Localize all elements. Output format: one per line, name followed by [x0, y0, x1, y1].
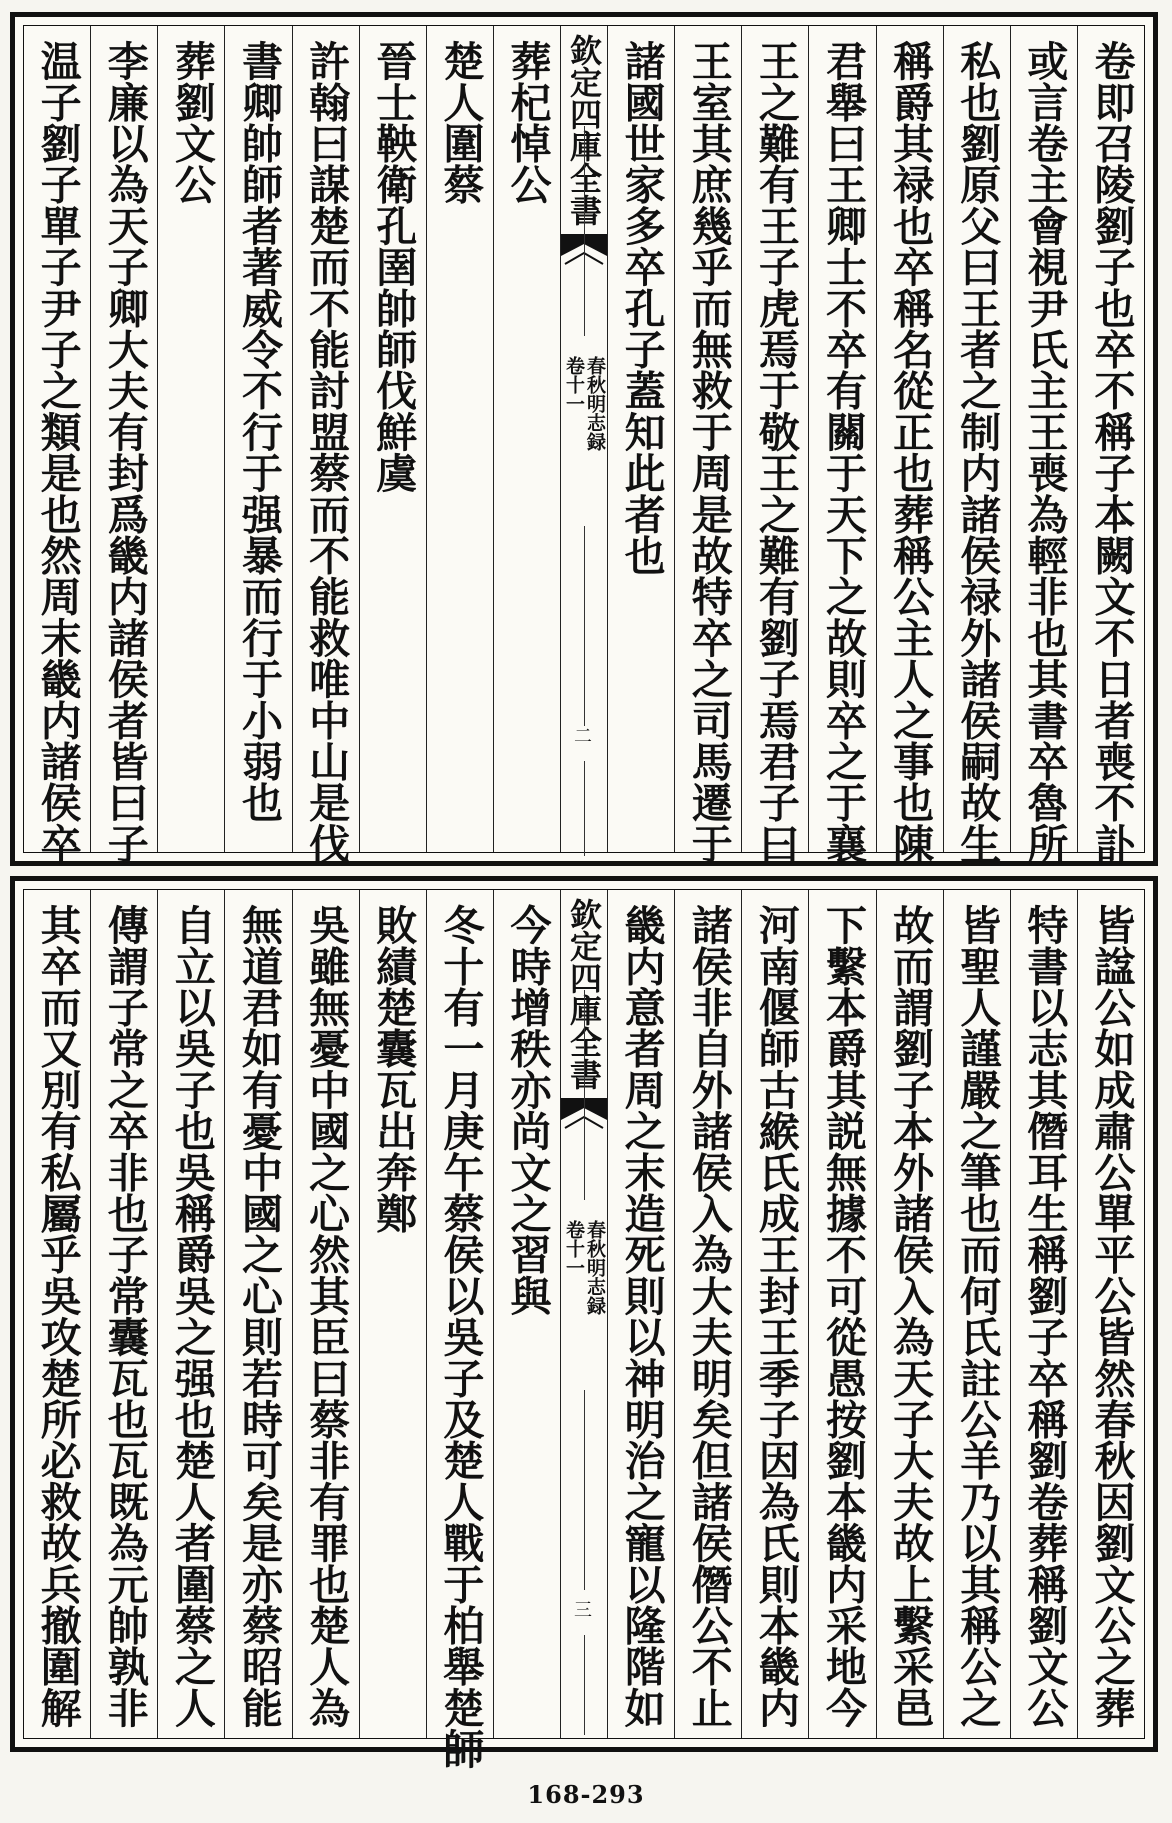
upper-page [10, 12, 1158, 866]
page-number: 三 [571, 1600, 592, 1618]
column-text: 河南偃師古緱氏成王封王季子因為氏則本畿内 [751, 904, 800, 1728]
center-rule [584, 990, 585, 1200]
lower-page [10, 876, 1158, 1770]
column-text: 敗績楚囊瓦出奔鄭 [369, 904, 418, 1234]
text-column [493, 26, 560, 852]
column-text: 畿内意者周之末造死則以神明治之寵以隆階如 [617, 904, 666, 1728]
book-title: 欽定四庫全書 [565, 898, 603, 1090]
column-text: 稱爵其禄也卒稱名從正也葬稱公主人之事也陳 [886, 40, 935, 864]
volume-label [561, 1220, 607, 1315]
text-column [1010, 890, 1077, 1738]
text-column [943, 890, 1010, 1738]
column-text: 王室其庶幾乎而無救于周是故特卒之司馬遷于 [684, 40, 733, 864]
column-text: 葬杞悼公 [503, 40, 552, 205]
text-column [157, 26, 224, 852]
page-number: 二 [571, 726, 592, 744]
text-column [674, 890, 741, 1738]
column-text: 葬劉文公 [167, 40, 216, 205]
column-text: 晉士鞅衛孔圉帥師伐鮮虞 [369, 40, 418, 494]
center-rule [584, 1390, 585, 1590]
text-column [224, 26, 291, 852]
column-text: 傳謂子常之卒非也子常囊瓦也瓦既為元帥孰非 [100, 904, 149, 1728]
column-text: 特書以志其僭耳生稱劉子卒稱劉卷葬稱劉文公 [1020, 904, 1069, 1728]
volume-label [561, 356, 607, 451]
column-text: 無道君如有憂中國之心則若時可矣是亦蔡昭能 [234, 904, 283, 1728]
book-title: 欽定四庫全書 [565, 34, 603, 226]
text-column [741, 890, 808, 1738]
column-text: 卷即召陵劉子也卒不稱子本闕文不日者喪不訃 [1087, 40, 1136, 864]
column-text: 君舉曰王卿士不卒有關于天下之故則卒之于襄 [818, 40, 867, 864]
column-text: 私也劉原父曰王者之制内諸侯禄外諸侯嗣故生 [953, 40, 1002, 864]
text-column [943, 26, 1010, 864]
text-column [359, 26, 426, 852]
text-column [808, 890, 875, 1738]
column-text: 其卒而又別有私屬乎吳攻楚所必救故兵撤圍解 [33, 904, 82, 1728]
text-column [292, 890, 359, 1738]
column-text: 或言卷主會視尹氏主王喪為輕非也其書卒魯所 [1020, 40, 1069, 864]
text-column [493, 890, 560, 1738]
center-fold [560, 26, 607, 852]
page-footer-number: 168-293 [527, 1780, 645, 1809]
text-column [808, 26, 875, 864]
column-text: 許翰曰謀楚而不能討盟蔡而不能救唯中山是伐 [302, 40, 351, 864]
column-text: 諸侯非自外諸侯入為大夫明矣但諸侯僭公不止 [684, 904, 733, 1728]
text-column [90, 26, 157, 864]
text-column [1010, 26, 1077, 864]
column-text: 故而謂劉子本外諸侯入為天子大夫故上繫采邑 [886, 904, 935, 1728]
column-text: 皆聖人謹嚴之筆也而何氏註公羊乃以其稱公之 [953, 904, 1002, 1728]
column-text: 王之難有王子虎焉于敬王之難有劉子焉君子曰 [751, 40, 800, 864]
column-text: 冬十有一月庚午蔡侯以吳子及楚人戰于柏舉楚師 [436, 904, 485, 1770]
column-text: 温子劉子單子尹子之類是也然周末畿内諸侯卒 [33, 40, 82, 864]
text-column [876, 890, 943, 1738]
center-rule [584, 526, 585, 726]
volume-number: 卷十一 [563, 356, 585, 413]
text-column [24, 26, 90, 864]
center-rule [584, 761, 585, 856]
text-column [426, 890, 493, 1770]
column-text: 自立以吳子也吳稱爵吳之强也楚人者圍蔡之人 [167, 904, 216, 1728]
center-rule [584, 126, 585, 336]
column-text: 皆諡公如成肅公單平公皆然春秋因劉文公之葬 [1087, 904, 1136, 1728]
column-text: 今時增秩亦尚文之習與 [503, 904, 552, 1316]
column-text: 諸國世家多卒孔子蓋知此者也 [617, 40, 666, 576]
lower-columns [24, 890, 1144, 1770]
column-text: 下繫本爵其説無據不可從愚按劉本畿内采地今 [818, 904, 867, 1728]
text-column [292, 26, 359, 864]
text-column [24, 890, 90, 1738]
text-column [90, 890, 157, 1738]
column-text: 楚人圍蔡 [436, 40, 485, 205]
center-rule [584, 1635, 585, 1735]
lower-frame [23, 889, 1145, 1770]
text-column [426, 26, 493, 852]
text-column [1077, 890, 1144, 1738]
upper-columns [24, 26, 1144, 864]
volume-title: 春秋明志録 [584, 356, 606, 451]
volume-title: 春秋明志録 [584, 1220, 606, 1315]
text-column [876, 26, 943, 864]
volume-number: 卷十一 [563, 1220, 585, 1277]
text-column [607, 26, 674, 852]
column-text: 李廉以為天子卿大夫有封爲畿内諸侯者皆曰子 [100, 40, 149, 864]
center-fold [560, 890, 607, 1738]
text-column [1077, 26, 1144, 864]
text-column [224, 890, 291, 1738]
text-column [674, 26, 741, 864]
text-column [741, 26, 808, 864]
upper-frame [23, 25, 1145, 864]
column-text: 吳雖無憂中國之心然其臣曰蔡非有罪也楚人為 [302, 904, 351, 1728]
text-column [157, 890, 224, 1738]
text-column [607, 890, 674, 1738]
text-column [359, 890, 426, 1738]
column-text: 書卿帥師者著威令不行于强暴而行于小弱也 [234, 40, 283, 823]
